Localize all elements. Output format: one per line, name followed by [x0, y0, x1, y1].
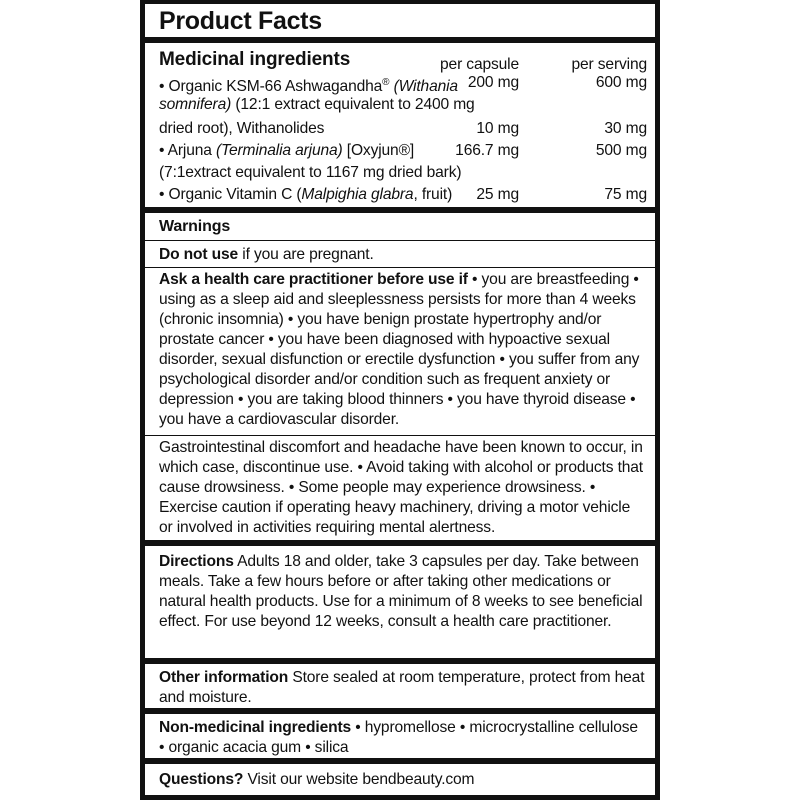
per-serving-value: 600 mg — [595, 74, 647, 91]
warnings-heading: Warnings — [159, 218, 231, 235]
medicinal-heading: Medicinal ingredients — [159, 49, 351, 70]
ingredient-detail: (12:1 extract equivalent to 2400 mg — [231, 96, 475, 113]
ingredient-row — [145, 119, 655, 139]
per-serving-value: 30 mg — [604, 120, 647, 137]
warnings-header — [145, 213, 655, 241]
ingredient-latin: (Withania — [389, 78, 458, 96]
ask-practitioner-section — [145, 268, 655, 436]
product-facts-panel — [140, 0, 660, 800]
ingredient-detail: , fruit) — [413, 186, 453, 203]
ingredient-name: • Arjuna — [159, 142, 216, 159]
ask-practitioner-text: • you are breastfeeding • using as a sleep aid and sleeplessness persists for more than 4 weeks (chronic insomnia) • you have benign prostate hypertrophy and/or prostate cancer • you have been diagnosed with hypoactive sexual disorder, sexual disfunction or erectile dysfunction • you suffer from any psychological disorder and/or condition such as frequent anxiety or depression • you are taking blood thinners • you have thyroid disease • you have a cardiovascular disorder. — [159, 271, 640, 428]
ingredient-row — [145, 163, 655, 183]
ingredient-brand: [Oxyjun®] — [342, 142, 415, 159]
per-serving-value: 75 mg — [604, 186, 647, 203]
title-section — [145, 4, 655, 43]
per-capsule-value: 166.7 mg — [455, 142, 519, 159]
directions-section — [145, 546, 655, 664]
ingredient-detail: (7:1extract equivalent to 1167 mg dried bark) — [159, 164, 462, 181]
gi-warning-text: Gastrointestinal discomfort and headache have been known to occur, in which case, discontinue use. • Avoid taking with alcohol or products that cause drowsiness. • Some people may experience drowsiness. • Exercise caution if operating heavy machinery, driving a motor vehicle or involved in activities requiring mental alertness. — [159, 439, 643, 536]
ingredients-header-row — [145, 51, 655, 71]
ingredient-latin: (Terminalia arjuna) — [216, 142, 343, 159]
ingredient-row — [145, 185, 655, 205]
page-title: Product Facts — [159, 7, 322, 35]
ingredient-detail: dried root), Withanolides — [159, 120, 325, 137]
questions-label: Questions? — [159, 771, 244, 788]
col-per-capsule: per capsule — [440, 56, 519, 73]
directions-label: Directions — [159, 553, 234, 570]
non-medicinal-label: Non-medicinal ingredients — [159, 719, 352, 736]
ingredient-name: • Organic Vitamin C ( — [159, 186, 302, 203]
directions-text: Adults 18 and older, take 3 capsules per day. Take between meals. Take a few hours before or after taking other medications or natural health products. Use for a minimum of 8 weeks to see beneficial effect. For use beyond 12 weeks, consult a health care practitioner. — [159, 553, 643, 630]
ask-practitioner-label: Ask a health care practitioner before use if — [159, 271, 468, 288]
do-not-use-text: if you are pregnant. — [238, 246, 374, 263]
registered-mark: ® — [382, 77, 390, 88]
other-information-label: Other information — [159, 669, 289, 686]
questions-section — [145, 764, 655, 800]
per-capsule-value: 10 mg — [476, 120, 519, 137]
ingredient-name: • Organic KSM-66 Ashwagandha — [159, 78, 383, 96]
other-information-text: Store sealed at room temperature, protect from heat and moisture. — [159, 669, 645, 706]
non-medicinal-text: • hypromellose • microcrystalline cellulose • organic acacia gum • silica — [159, 719, 638, 756]
non-medicinal-section — [145, 714, 655, 764]
per-capsule-value: 25 mg — [476, 186, 519, 203]
do-not-use-section — [145, 241, 655, 268]
ingredient-latin: Malpighia glabra — [301, 186, 414, 203]
col-per-serving: per serving — [571, 56, 647, 73]
gi-warning-section — [145, 436, 655, 546]
ingredient-latin: somnifera) — [159, 96, 232, 113]
other-information-section — [145, 664, 655, 714]
per-serving-value: 500 mg — [595, 142, 647, 159]
ingredient-row — [145, 73, 655, 96]
per-capsule-value: 200 mg — [467, 74, 519, 91]
ingredient-row — [145, 95, 655, 115]
medicinal-ingredients-section — [145, 43, 655, 213]
do-not-use-label: Do not use — [159, 246, 239, 263]
ingredient-row — [145, 141, 655, 161]
questions-text: Visit our website bendbeauty.com — [243, 771, 475, 788]
